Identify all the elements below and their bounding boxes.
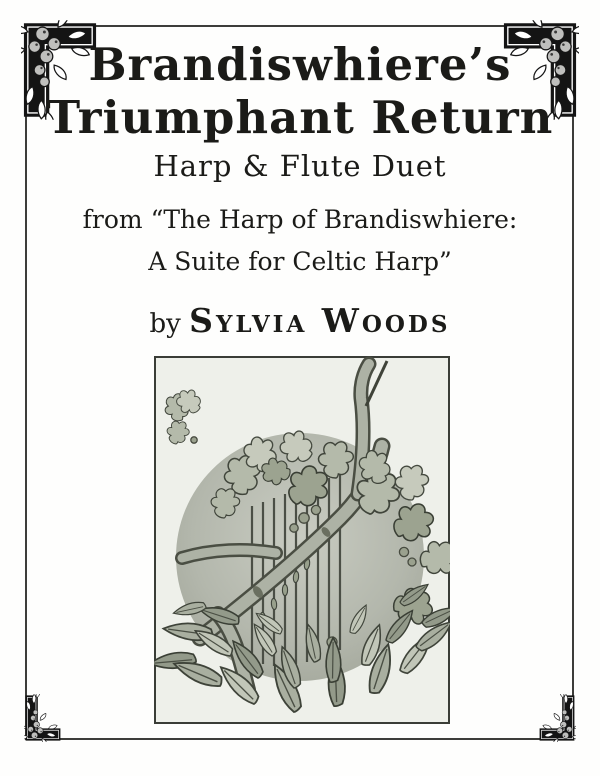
title-line-1: Brandiswhiere’s <box>88 38 512 91</box>
source-line-2: A Suite for Celtic Harp” <box>148 247 452 276</box>
corner-ornament-bottom-right <box>538 694 576 742</box>
subtitle: Harp & Flute Duet <box>153 149 447 183</box>
corner-ornament-bottom-left <box>24 694 62 742</box>
byline-prefix: by <box>149 309 181 339</box>
harp-illustration <box>154 356 450 724</box>
source-line-1: from “The Harp of Brandiswhiere: <box>82 205 518 234</box>
title-line-2: Triumphant Return <box>46 91 554 144</box>
byline <box>0 301 600 340</box>
author-name: Sylvia Woods <box>189 301 451 340</box>
